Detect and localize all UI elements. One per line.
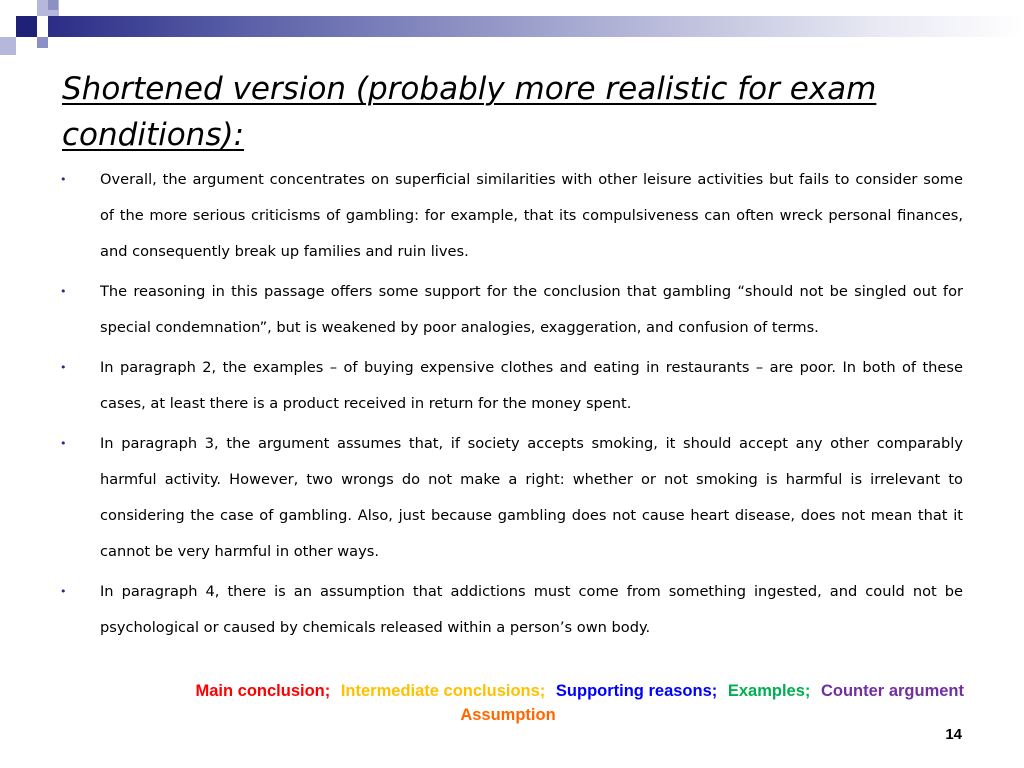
legend-line-two [0,704,1016,726]
list-item [60,426,963,570]
list-item-text: Overall, the argument concentrates on superficial similarities with other leisure activities but fails to consider some of the more serious criticisms of gambling: for example, that its compulsiveness can often wreck personal finances, and consequently break up families and ruin lives. [100,171,963,260]
list-item-text: In paragraph 3, the argument assumes that, if society accepts smoking, it should accept any other comparably harmful activity. However, two wrongs do not make a right: whether or not smoking is harmful is irrelevant to considering the case of gambling. Also, just because gambling does not cause heart disease, does not mean that it cannot be very harmful in other ways. [100,435,963,560]
header-decoration [0,0,1024,60]
header-gradient-bar [48,16,1024,37]
decor-square-dark-large [16,16,37,37]
decor-square-small-bottom [37,37,48,48]
legend-main-conclusion: Main conclusion; [195,682,331,700]
list-item [60,162,963,270]
bullet-icon: • [60,285,67,298]
list-item [60,274,963,346]
slide-title-colon: : [233,117,245,153]
decor-square-light-mid [48,0,58,10]
legend-intermediate-conclusions: Intermediate conclusions; [340,682,546,700]
color-legend [40,680,964,702]
legend-examples: Examples; [727,682,811,700]
list-item [60,350,963,422]
decor-square-light-left [0,37,16,55]
page-number: 14 [945,726,962,743]
bullet-icon: • [60,173,67,186]
legend-assumption: Assumption [460,706,556,724]
list-item-text: In paragraph 2, the examples – of buying expensive clothes and eating in restaurants – are poor. In both of these cases, at least there is a product received in return for the money spent. [100,359,963,412]
slide-title-text: Shortened version (probably more realistic for exam conditions) [62,71,877,153]
bullet-icon: • [60,361,67,374]
legend-counter-argument: Counter argument [820,682,964,700]
bullet-icon: • [60,437,67,450]
bullet-icon: • [60,585,67,598]
list-item-text: The reasoning in this passage offers some support for the conclusion that gambling “should not be singled out for special condemnation”, but is weakened by poor analogies, exaggeration, and confusion of terms. [100,283,963,336]
legend-supporting-reasons: Supporting reasons; [555,682,718,700]
slide-title [62,66,962,158]
list-item [60,574,963,646]
list-item-text: In paragraph 4, there is an assumption that addictions must come from something ingested, and could not be psychological or caused by chemicals released within a person’s own body. [100,583,963,636]
bullet-list [60,162,963,650]
